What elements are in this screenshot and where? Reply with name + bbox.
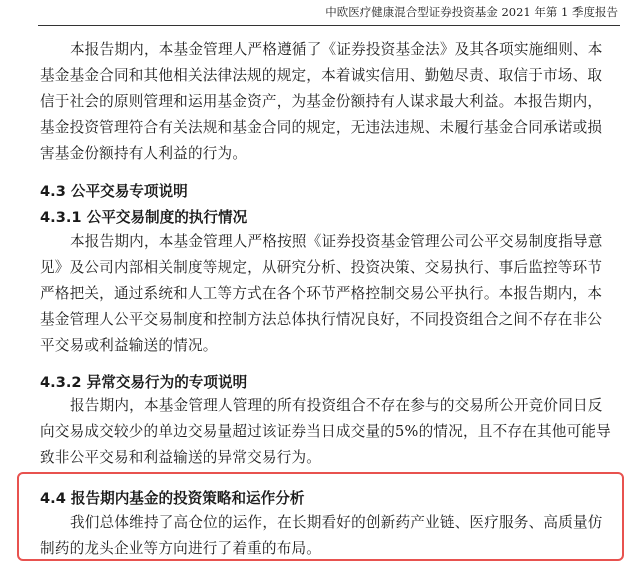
report-header-title: 中欧医疗健康混合型证券投资基金 2021 年第 1 季度报告 [325,5,618,19]
text-line: 信于社会的原则管理和运用基金资产，为基金份额持有人谋求最大利益。本报告期内， [40,93,603,110]
text-line: 基金基金合同和其他相关法律法规的规定，本着诚实信用、勤勉尽责、取信于市场、取 [40,67,603,84]
text-line: 平交易或利益输送的情况。 [40,337,218,354]
text-line: 基金管理人公平交易制度和控制方法总体执行情况良好，不同投资组合之间不存在非公 [40,311,603,328]
text-line: 基金投资管理符合有关法规和基金合同的规定，无违法违规、未履行基金合同承诺或损 [40,119,603,136]
text-line: 本报告期内，本基金管理人严格遵循了《证券投资基金法》及其各项实施细则、本 [70,41,603,58]
section-heading-4-3-2: 4.3.2 异常交易行为的专项说明 [40,374,248,391]
paragraph-fair-trading [40,229,610,359]
text-line: 向交易成交较少的单边交易量超过该证券当日成交量的5%的情况，且不存在其他可能导 [40,423,611,440]
section-heading-4-4: 4.4 报告期内基金的投资策略和运作分析 [40,490,305,507]
text-line: 致非公平交易和利益输送的异常交易行为。 [40,449,322,466]
text-line: 害基金份额持有人利益的行为。 [40,145,248,162]
section-heading-4-3: 4.3 公平交易专项说明 [40,183,188,200]
section-heading-4-3-1: 4.3.1 公平交易制度的执行情况 [40,209,248,226]
paragraph-abnormal-trading [40,393,610,471]
text-line: 见》及公司内部相关制度等规定，从研究分析、投资决策、交易执行、事后监控等环节 [40,259,603,276]
text-line: 我们总体维持了高仓位的运作，在长期看好的创新药产业链、医疗服务、高质量仿 [70,514,603,531]
text-line: 报告期内，本基金管理人管理的所有投资组合不存在参与的交易所公开竞价同日反 [70,397,603,414]
text-line: 制药的龙头企业等方向进行了着重的布局。 [40,540,322,557]
text-line: 严格把关，通过系统和人工等方式在各个环节严格控制交易公平执行。本报告期内，本 [40,285,603,302]
text-line: 本报告期内，本基金管理人严格按照《证券投资基金管理公司公平交易制度指导意 [70,233,603,250]
paragraph-compliance [40,37,610,167]
header-rule [38,25,620,26]
paragraph-investment-strategy [40,510,610,562]
